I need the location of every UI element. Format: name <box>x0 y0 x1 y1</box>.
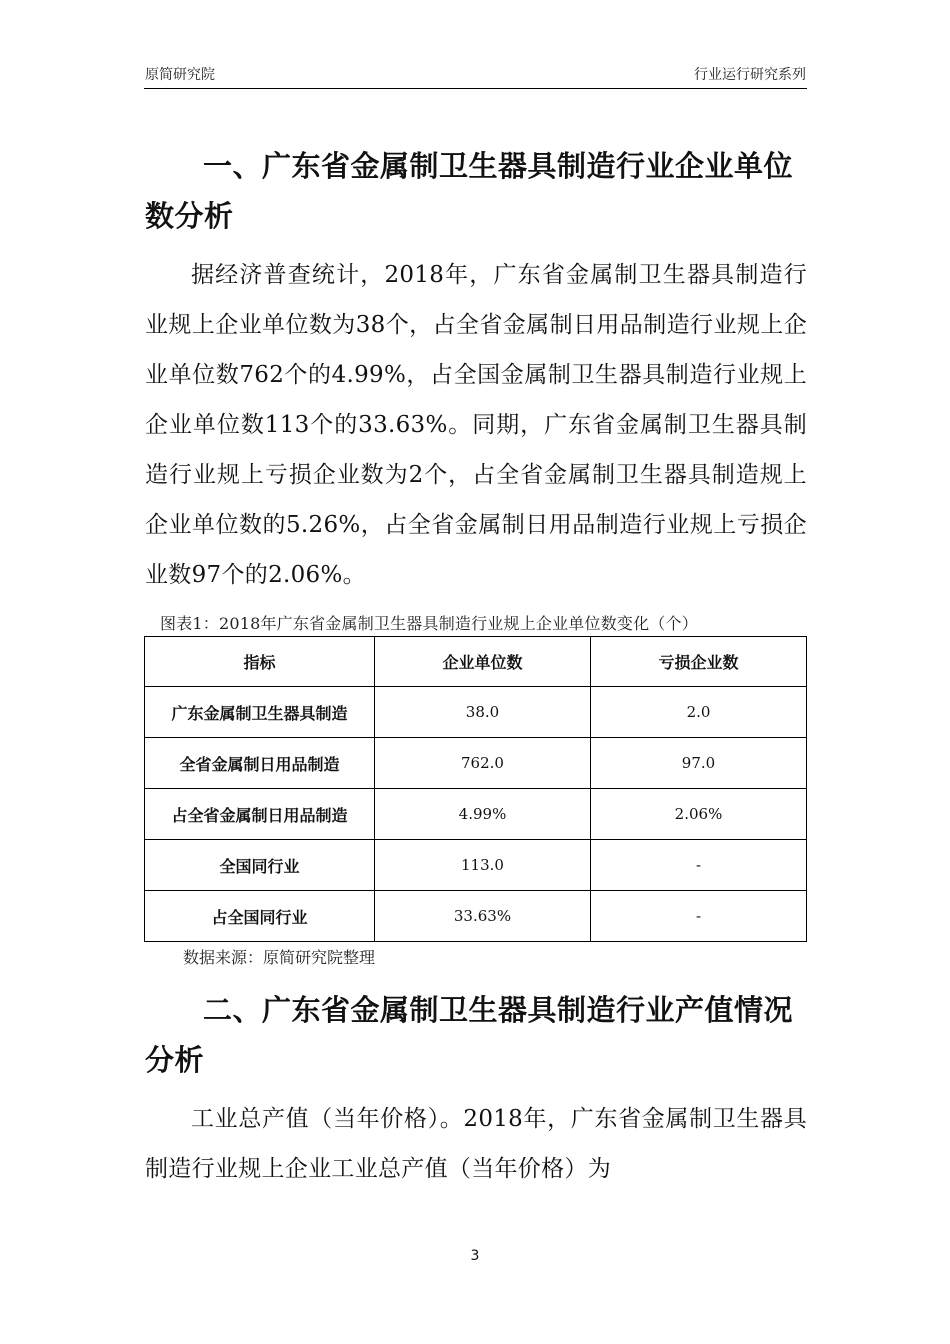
enterprise-count-cell: 33.63% <box>375 891 591 942</box>
enterprise-count-table <box>144 636 807 942</box>
row-label: 全省金属制日用品制造 <box>145 738 375 789</box>
section1-paragraph: 据经济普查统计，2018年，广东省金属制卫生器具制造行业规上企业单位数为38个，占全省金属制日用品制造行业规上企业单位数762个的4.99%，占全国金属制卫生器具制造行业规上企业单位数113个的33.63%。同期，广东省金属制卫生器具制造行业规上亏损企业数为2个，占全省金属制卫生器具制造规上企业单位数的5.26%，占全省金属制日用品制造行业规上亏损企业数97个的2.06%。 <box>145 262 807 588</box>
loss-count-cell: - <box>591 891 807 942</box>
table-row <box>145 891 807 942</box>
loss-count-cell: - <box>591 840 807 891</box>
table-header-cell: 亏损企业数 <box>591 637 807 687</box>
header-series-name: 行业运行研究系列 <box>694 67 806 83</box>
table-row <box>145 738 807 789</box>
row-label: 广东金属制卫生器具制造 <box>145 687 375 738</box>
table1-source-note: 数据来源：原简研究院整理 <box>183 948 376 967</box>
header-org-name: 原简研究院 <box>145 67 215 83</box>
page-number: 3 <box>470 1248 480 1264</box>
table1-caption: 图表1：2018年广东省金属制卫生器具制造行业规上企业单位数变化（个） <box>160 614 698 633</box>
table-header-cell: 指标 <box>145 637 375 687</box>
row-label: 占全省金属制日用品制造 <box>145 789 375 840</box>
header-divider <box>144 88 807 89</box>
row-label: 占全国同行业 <box>145 891 375 942</box>
section1-title: 一、广东省金属制卫生器具制造行业企业单位数分析 <box>145 149 794 233</box>
enterprise-count-cell: 762.0 <box>375 738 591 789</box>
table-row <box>145 789 807 840</box>
section2-paragraph: 工业总产值（当年价格）。2018年，广东省金属制卫生器具制造行业规上企业工业总产值（当年价格）为 <box>145 1106 807 1182</box>
loss-count-cell: 97.0 <box>591 738 807 789</box>
row-label: 全国同行业 <box>145 840 375 891</box>
section2-title: 二、广东省金属制卫生器具制造行业产值情况分析 <box>145 993 794 1077</box>
table-row <box>145 840 807 891</box>
enterprise-count-cell: 4.99% <box>375 789 591 840</box>
loss-count-cell: 2.06% <box>591 789 807 840</box>
table-header-cell: 企业单位数 <box>375 637 591 687</box>
enterprise-count-cell: 113.0 <box>375 840 591 891</box>
loss-count-cell: 2.0 <box>591 687 807 738</box>
table-row <box>145 687 807 738</box>
enterprise-count-cell: 38.0 <box>375 687 591 738</box>
table-header-row <box>145 637 807 687</box>
